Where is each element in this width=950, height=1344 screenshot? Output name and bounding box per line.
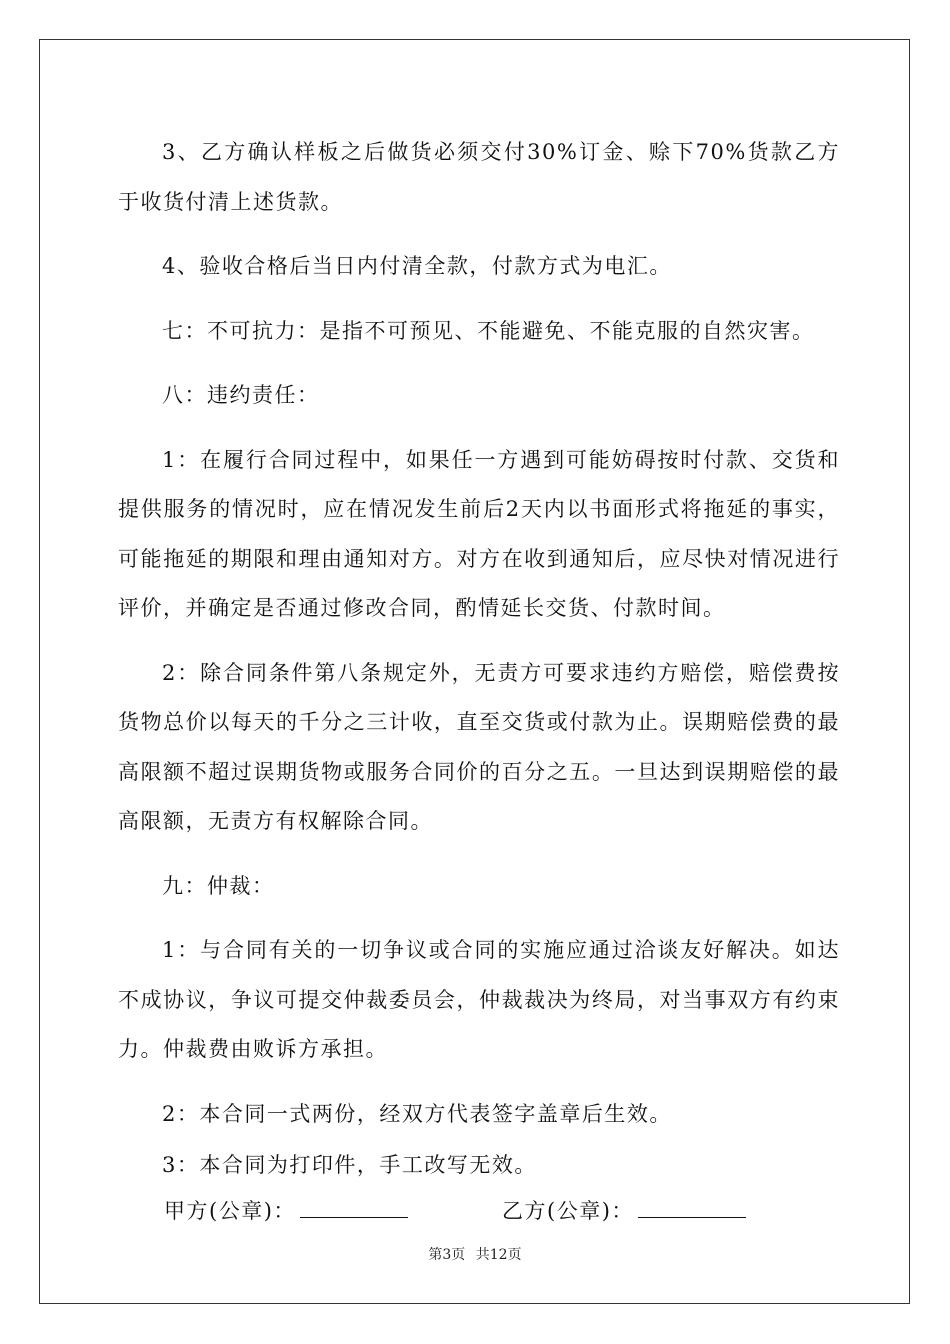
heading-arbitration: 九：仲裁：: [162, 873, 275, 898]
page-number: 第3页: [428, 1247, 466, 1263]
paragraph-breach-1: 1：在履行合同过程中，如果任一方遇到可能妨碍按时付款、交货和提供服务的情况时，应在情况发生前后2天内以书面形式将拖延的事实，可能拖延的期限和理由通知对方。对方在收到通知后，应尽快对情况进行评价，并确定是否通过修改合同，酌情延长交货、付款时间。: [118, 447, 840, 620]
paragraph-force-majeure: 七：不可抗力：是指不可预见、不能避免、不能克服的自然灾害。: [162, 318, 815, 343]
party-a-signature-line: [300, 1197, 408, 1218]
signature-row: [118, 1187, 840, 1237]
paragraph-printed-copy: 3：本合同为打印件，手工改写无效。: [162, 1153, 537, 1177]
party-b-label: 乙方(公章)：: [502, 1198, 634, 1223]
paragraph-breach-2: 2：除合同条件第八条规定外，无责方可要求违约方赔偿，赔偿费按货物总价以每天的千分之三计收，直至交货或付款为止。误期赔偿费的最高限额不超过误期货物或服务合同价的百分之五。一旦达到误期赔偿的最高限额，无责方有权解除合同。: [118, 660, 840, 833]
party-a-label: 甲方(公章)：: [164, 1198, 296, 1223]
party-a-signature: [164, 1187, 502, 1237]
party-b-signature-line: [638, 1197, 746, 1218]
party-b-signature: [502, 1187, 840, 1237]
paragraph-payment-method: 4、验收合格后当日内付清全款，付款方式为电汇。: [162, 254, 672, 278]
heading-breach-liability: 八：违约责任：: [162, 383, 320, 407]
paragraph-copies: 2：本合同一式两份，经双方代表签字盖章后生效。: [162, 1101, 672, 1126]
total-pages: 共12页: [475, 1247, 522, 1263]
paragraph-payment-deposit: 3、乙方确认样板之后做货必须交付30%订金、赊下70%货款乙方于收货付清上述货款。: [118, 140, 840, 214]
page-footer: [0, 1244, 950, 1264]
document-body: [118, 128, 840, 1236]
paragraph-arbitration-1: 1：与合同有关的一切争议或合同的实施应通过洽谈友好解决。如达不成协议，争议可提交仲裁委员会，仲裁裁决为终局，对当事双方有约束力。仲裁费由败诉方承担。: [118, 938, 840, 1061]
